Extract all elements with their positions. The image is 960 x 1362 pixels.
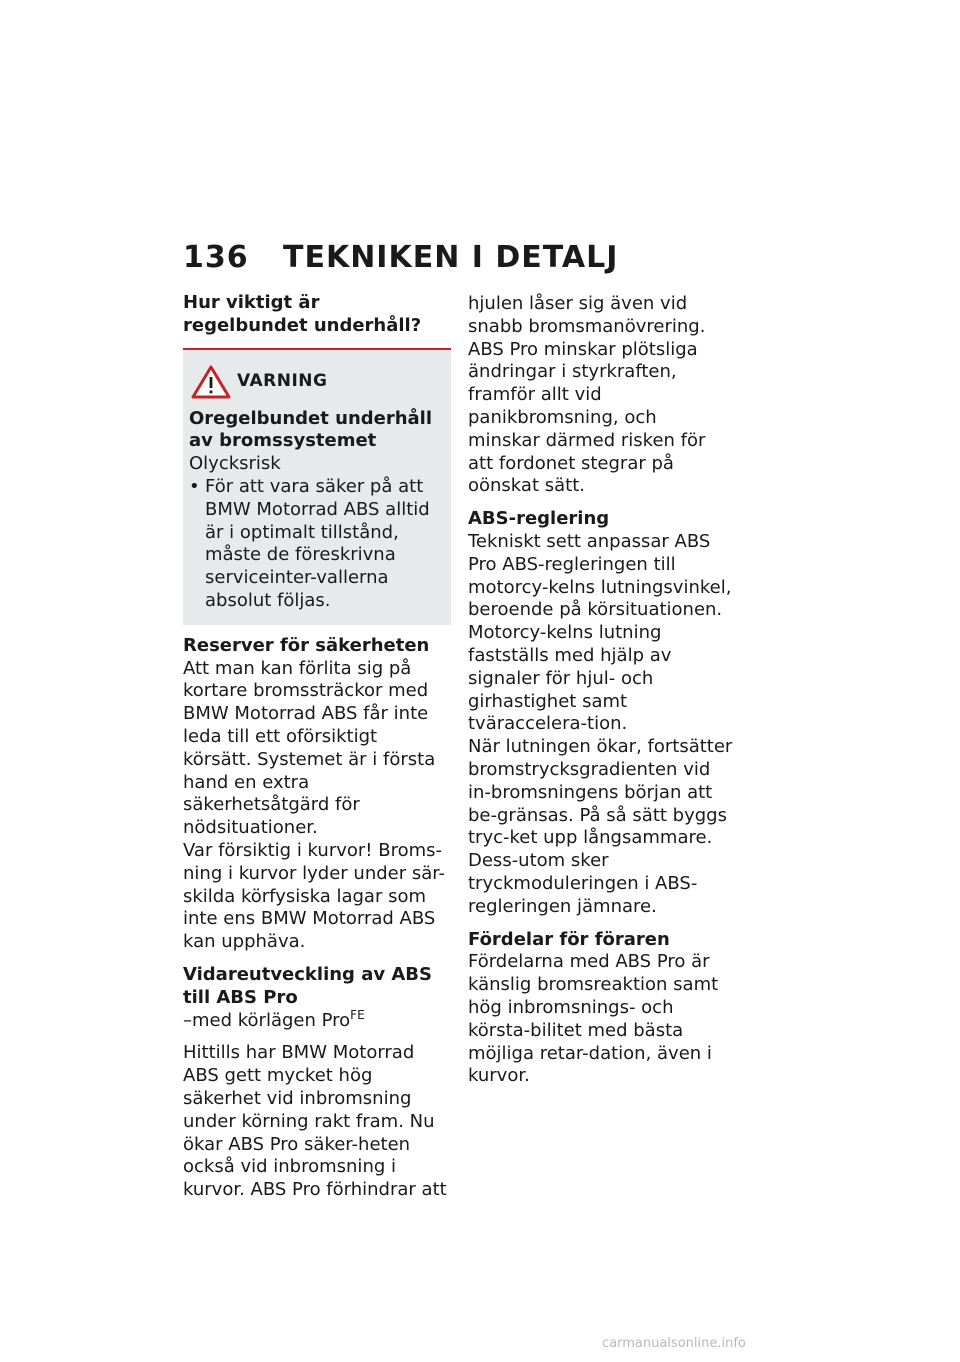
heading-abs-regulation: ABS-reglering — [468, 508, 610, 530]
heading-maintenance: Hur viktigt är regelbundet underhåll? — [183, 292, 422, 336]
warning-header — [189, 364, 447, 400]
warning-bullet: • För att vara säker på att BMW Motorrad ABS alltid är i optimalt tillstånd, måste de föreskrivna serviceinter-vallerna absolut följas. — [189, 476, 447, 613]
paragraph-regulation-1: Tekniskt sett anpassar ABS Pro ABS-regleringen till motorcy-kelns lutningsvinkel, beroende på körsituationen. Motorcy-kelns lutning fastställs med hjälp av signaler för hjul- och girhastighet samt tväraccelera-tion. — [468, 530, 732, 735]
warning-triangle-icon — [189, 364, 233, 400]
paragraph-regulation-2: När lutningen ökar, fortsätter bromstrycksgradienten vid in-bromsningens början att be-gränsas. På så sätt byggs tryc-ket upp långsammare. Dess-utom sker tryckmoduleringen i ABS-regleringen jämnare. — [468, 736, 733, 917]
left-column — [183, 292, 449, 1202]
chapter-title: TEKNIKEN I DETALJ — [283, 240, 619, 275]
warning-label: VARNING — [237, 371, 328, 392]
warning-title: Oregelbundet underhåll av bromssystemet — [189, 407, 433, 452]
heading-reserves: Reserver för säkerheten — [183, 634, 430, 656]
subline-riding-modes: –med körlägen Pro$^{FE}$ — [183, 1007, 365, 1031]
warning-box — [183, 348, 451, 625]
heading-rider-benefits: Fördelar för föraren — [468, 928, 670, 950]
heading-abs-pro: Vidareutveckling av ABS till ABS Pro — [183, 963, 432, 1008]
superscript-fe: FE — [350, 1007, 365, 1022]
paragraph-reserves-1: Att man kan förlita sig på kortare bromssträckor med BMW Motorrad ABS får inte leda till ett oförsiktigt körsätt. Systemet är i första hand en extra säkerhetsåtgärd för nödsituationer. — [183, 657, 436, 839]
right-column — [468, 293, 734, 1088]
page-number: 136 — [183, 240, 249, 275]
paragraph-continued: hjulen låser sig även vid snabb bromsmanövrering. ABS Pro minskar plötsliga ändringar i styrkraften, framför allt vid panikbromsning, och minskar därmed risken för att fordonet stegrar på oönskat sätt. — [468, 293, 706, 497]
paragraph-reserves-2: Var försiktig i kurvor! Broms-ning i kurvor lyder under sär-skilda körfysiska lagar som inte ens BMW Motorrad ABS kan upphäva. — [183, 839, 446, 953]
warning-risk: Olycksrisk — [189, 453, 281, 475]
watermark: carmanualsonline.info — [602, 1336, 746, 1351]
warning-bullet-text: För att vara säker på att BMW Motorrad ABS alltid är i optimalt tillstånd, måste de föreskrivna serviceinter-vallerna absolut följas. — [205, 475, 430, 611]
paragraph-benefits: Fördelarna med ABS Pro är känslig bromsreaktion samt hög inbromsnings- och körsta-bilitet med bästa möjliga retar-dation, även i kurvor. — [468, 951, 719, 1087]
paragraph-abs-pro: Hittills har BMW Motorrad ABS gett mycket hög säkerhet vid inbromsning under körning rakt fram. Nu ökar ABS Pro säker-heten också vid inbromsning i kurvor. ABS Pro förhindrar att — [183, 1042, 447, 1201]
